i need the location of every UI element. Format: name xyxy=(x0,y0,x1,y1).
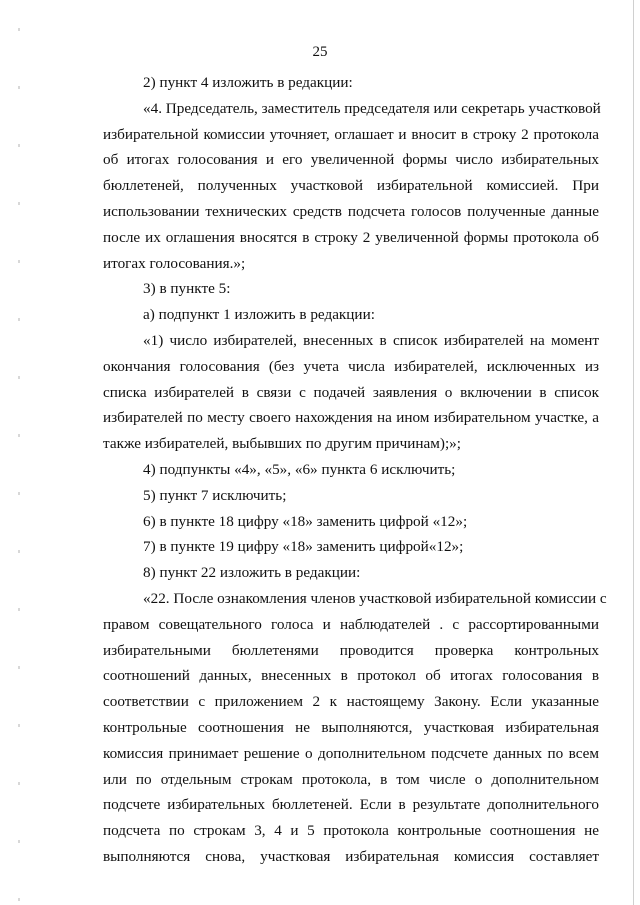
text-line: после их оглашения вносятся в строку 2 увеличенной формы протокола об xyxy=(103,228,599,246)
paragraph-item-2: 2) пункт 4 изложить в редакции: xyxy=(143,74,353,91)
text-line: «4. Председатель, заместитель председателя или секретарь участковой xyxy=(143,99,601,117)
text-line: комиссия принимает решение о дополнительном подсчете данных по всем xyxy=(103,744,599,762)
document-body xyxy=(103,70,607,870)
text-line: правом совещательного голоса и наблюдателей . с рассортированными xyxy=(103,615,599,633)
text-line: подсчете избирательных бюллетеней. Если в результате дополнительного xyxy=(103,796,599,814)
paragraph-item-7: 7) в пункте 19 цифру «18» заменить цифрой«12»; xyxy=(143,538,464,556)
text-line: итогах голосования.»; xyxy=(103,254,246,272)
paragraph-item-4: 4) подпункты «4», «5», «6» пункта 6 исключить; xyxy=(143,460,456,478)
text-line: подсчета по строкам 3, 4 и 5 протокола контрольные соотношения не xyxy=(103,822,599,840)
text-line: избирателей по месту своего нахождения на ином избирательном участке, а xyxy=(103,409,599,427)
paragraph-subitem-a: а) подпункт 1 изложить в редакции: xyxy=(143,306,375,324)
paragraph-item-8: 8) пункт 22 изложить в редакции: xyxy=(143,564,361,582)
paragraph-point-22-text xyxy=(103,586,607,870)
text-line: окончания голосования (без учета числа избирателей, исключенных из xyxy=(103,357,599,375)
page-number: 25 xyxy=(312,44,328,60)
text-line: соответствии с приложением 2 к настоящему Закону. Если указанные xyxy=(103,693,599,711)
paragraph-item-5: 5) пункт 7 исключить; xyxy=(143,486,287,504)
text-line: также избирателей, выбывших по другим причинам);»; xyxy=(103,435,461,453)
paragraph-item-3: 3) в пункте 5: xyxy=(143,280,231,298)
paragraph-subpoint-1-text xyxy=(103,328,599,457)
text-line: использовании технических средств подсчета голосов полученные данные xyxy=(103,202,599,220)
text-line: «22. После ознакомления членов участковой избирательной комиссии с xyxy=(143,589,607,607)
text-line: контрольные соотношения не выполняются, участковая избирательная xyxy=(103,718,599,736)
paragraph-point-4-text xyxy=(103,96,599,277)
text-line: или по отдельным строкам протокола, в том числе о дополнительном xyxy=(103,770,599,788)
text-line: об итогах голосования и его увеличенной формы число избирательных xyxy=(103,151,599,169)
punch-hole-marks xyxy=(18,0,20,905)
text-line: избирательной комиссии уточняет, оглашает и вносит в строку 2 протокола xyxy=(103,125,599,143)
text-line: соотношений данных, внесенных в протокол об итогах голосования в xyxy=(103,667,599,685)
paragraph-item-6: 6) в пункте 18 цифру «18» заменить цифрой «12»; xyxy=(143,512,468,530)
text-line: «1) число избирателей, внесенных в список избирателей на момент xyxy=(143,331,599,349)
scan-edge-line xyxy=(633,0,634,905)
text-line: избирательными бюллетенями проводится проверка контрольных xyxy=(103,641,599,659)
text-line: выполняются снова, участковая избирательная комиссия составляет xyxy=(103,847,599,865)
text-line: бюллетеней, полученных участковой избирательной комиссией. При xyxy=(103,177,599,195)
text-line: списка избирателей в связи с подачей заявления о включении в список xyxy=(103,383,599,401)
